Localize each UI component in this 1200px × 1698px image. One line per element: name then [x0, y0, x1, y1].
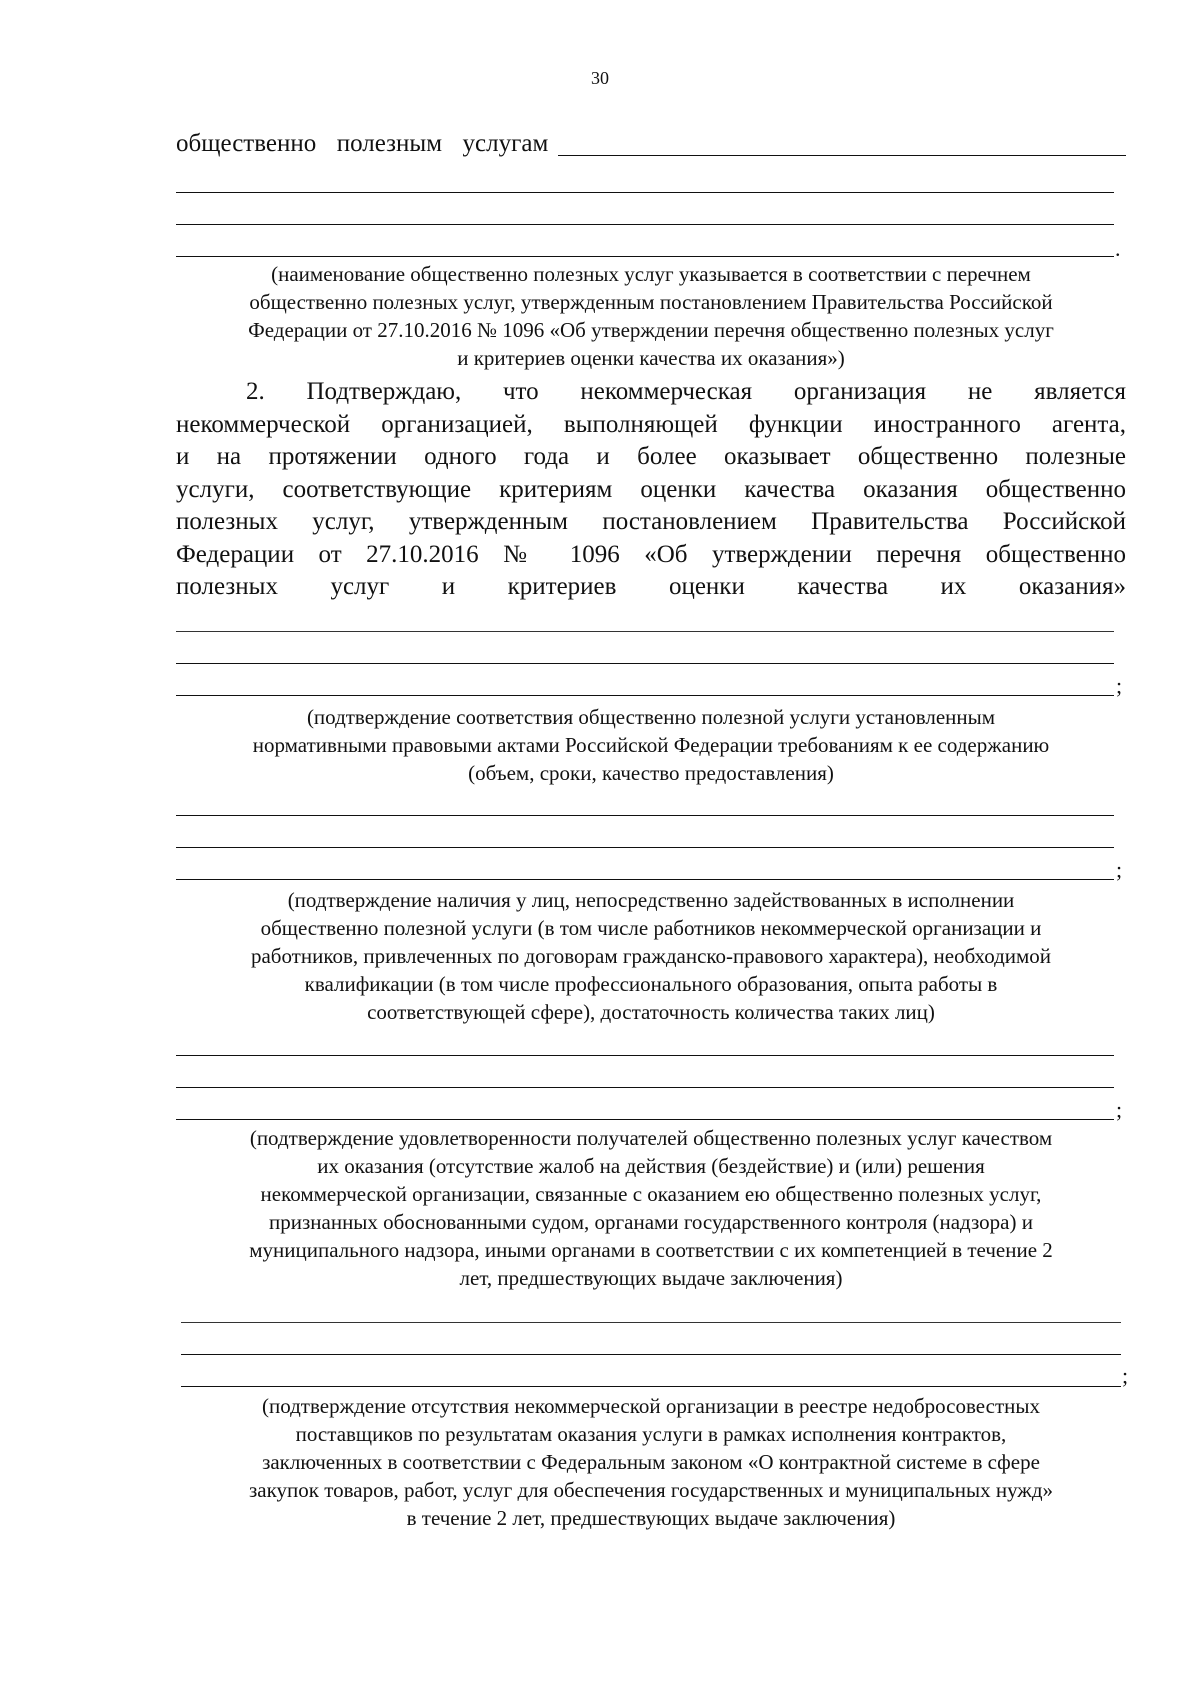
- blank-line[interactable]: [181, 1322, 1121, 1323]
- blank-line[interactable]: [176, 1087, 1114, 1088]
- paragraph-line: полезных услуг и критериев оценки качества их оказания»: [176, 573, 1126, 600]
- caption-services: [176, 260, 1126, 372]
- caption-line: (подтверждение удовлетворенности получателей общественно полезных услуг качеством: [249, 1126, 1053, 1150]
- blank-line[interactable]: [176, 879, 1114, 880]
- blank-line[interactable]: [176, 695, 1114, 696]
- paragraph-line: и на протяжении одного года и более оказывает общественно полезные: [176, 443, 1126, 470]
- caption-line: некоммерческой организации, связанные с оказанием ею общественно полезных услуг,: [260, 1182, 1042, 1206]
- services-blank[interactable]: [558, 133, 1126, 156]
- blank-line[interactable]: [181, 1386, 1121, 1387]
- caption-line: и критериев оценки качества их оказания»): [457, 346, 845, 370]
- caption-line: общественно полезной услуги (в том числе работников некоммерческой организации и: [260, 916, 1042, 940]
- page-number: 30: [591, 68, 609, 88]
- line-end-semicolon: ;: [1122, 1363, 1129, 1388]
- blank-line[interactable]: [176, 256, 1114, 257]
- blank-line[interactable]: [176, 815, 1114, 816]
- caption-line: (подтверждение наличия у лиц, непосредственно задействованных в исполнении: [287, 888, 1015, 912]
- caption-registry: [176, 1392, 1126, 1532]
- blank-line[interactable]: [176, 847, 1114, 848]
- caption-line: в течение 2 лет, предшествующих выдаче заключения): [406, 1506, 896, 1530]
- caption-line: (наименование общественно полезных услуг указывается в соответствии с перечнем: [271, 262, 1031, 286]
- line-end-semicolon: ;: [1116, 857, 1123, 882]
- caption-line: поставщиков по результатам оказания услуги в рамках исполнения контрактов,: [295, 1422, 1007, 1446]
- caption-satisfaction: [176, 1124, 1126, 1292]
- line-end-semicolon: ;: [1116, 673, 1123, 698]
- caption-qualification: [176, 886, 1126, 1026]
- paragraph-line: некоммерческой организацией, выполняющей функции иностранного агента,: [176, 410, 1126, 438]
- blank-line[interactable]: [176, 663, 1114, 664]
- caption-line: лет, предшествующих выдаче заключения): [459, 1266, 843, 1290]
- services-label: общественно полезным услугам: [176, 130, 549, 157]
- caption-line: (подтверждение соответствия общественно полезной услуги установленным: [306, 705, 996, 729]
- caption-line: нормативными правовыми актами Российской Федерации требованиям к ее содержанию: [252, 733, 1050, 757]
- caption-line: Федерации от 27.10.2016 № 1096 «Об утверждении перечня общественно полезных услуг: [248, 318, 1054, 342]
- blank-line[interactable]: [176, 192, 1114, 193]
- blank-line[interactable]: [181, 1354, 1121, 1355]
- blank-line[interactable]: [176, 1119, 1114, 1120]
- caption-line: квалификации (в том числе профессионального образования, опыта работы в: [304, 972, 998, 996]
- caption-conformity: [176, 703, 1126, 787]
- paragraph-line: полезных услуг, утвержденным постановлением Правительства Российской: [176, 508, 1126, 535]
- caption-line: работников, привлеченных по договорам гражданско-правового характера), необходимой: [250, 944, 1052, 968]
- caption-line: (подтверждение отсутствия некоммерческой организации в реестре недобросовестных: [261, 1394, 1040, 1418]
- caption-line: их оказания (отсутствие жалоб на действия (бездействие) и (или) решения: [317, 1154, 985, 1178]
- paragraph-line: Федерации от 27.10.2016 № 1096 «Об утверждении перечня общественно: [176, 540, 1126, 568]
- line-end-dot: .: [1115, 236, 1121, 261]
- caption-line: признанных обоснованными судом, органами государственного контроля (надзора) и: [269, 1210, 1033, 1234]
- paragraph-line: 2. Подтверждаю, что некоммерческая организация не является: [246, 378, 1126, 405]
- blank-line[interactable]: [176, 1055, 1114, 1056]
- paragraph-line: услуги, соответствующие критериям оценки качества оказания общественно: [176, 475, 1126, 503]
- caption-line: общественно полезных услуг, утвержденным постановлением Правительства Российской: [249, 290, 1053, 314]
- caption-line: соответствующей сфере), достаточность количества таких лиц): [367, 1000, 935, 1024]
- blank-line[interactable]: [176, 224, 1114, 225]
- caption-line: заключенных в соответствии с Федеральным законом «О контрактной системе в сфере: [262, 1450, 1040, 1474]
- caption-line: (объем, сроки, качество предоставления): [468, 761, 834, 785]
- blank-line[interactable]: [176, 631, 1114, 632]
- paragraph-2: [176, 376, 1126, 604]
- caption-line: муниципального надзора, иными органами в соответствии с их компетенцией в течение 2: [249, 1238, 1053, 1262]
- caption-line: закупок товаров, работ, услуг для обеспечения государственных и муниципальных нужд»: [249, 1478, 1053, 1502]
- line-end-semicolon: ;: [1116, 1097, 1123, 1122]
- services-line: [176, 130, 1126, 158]
